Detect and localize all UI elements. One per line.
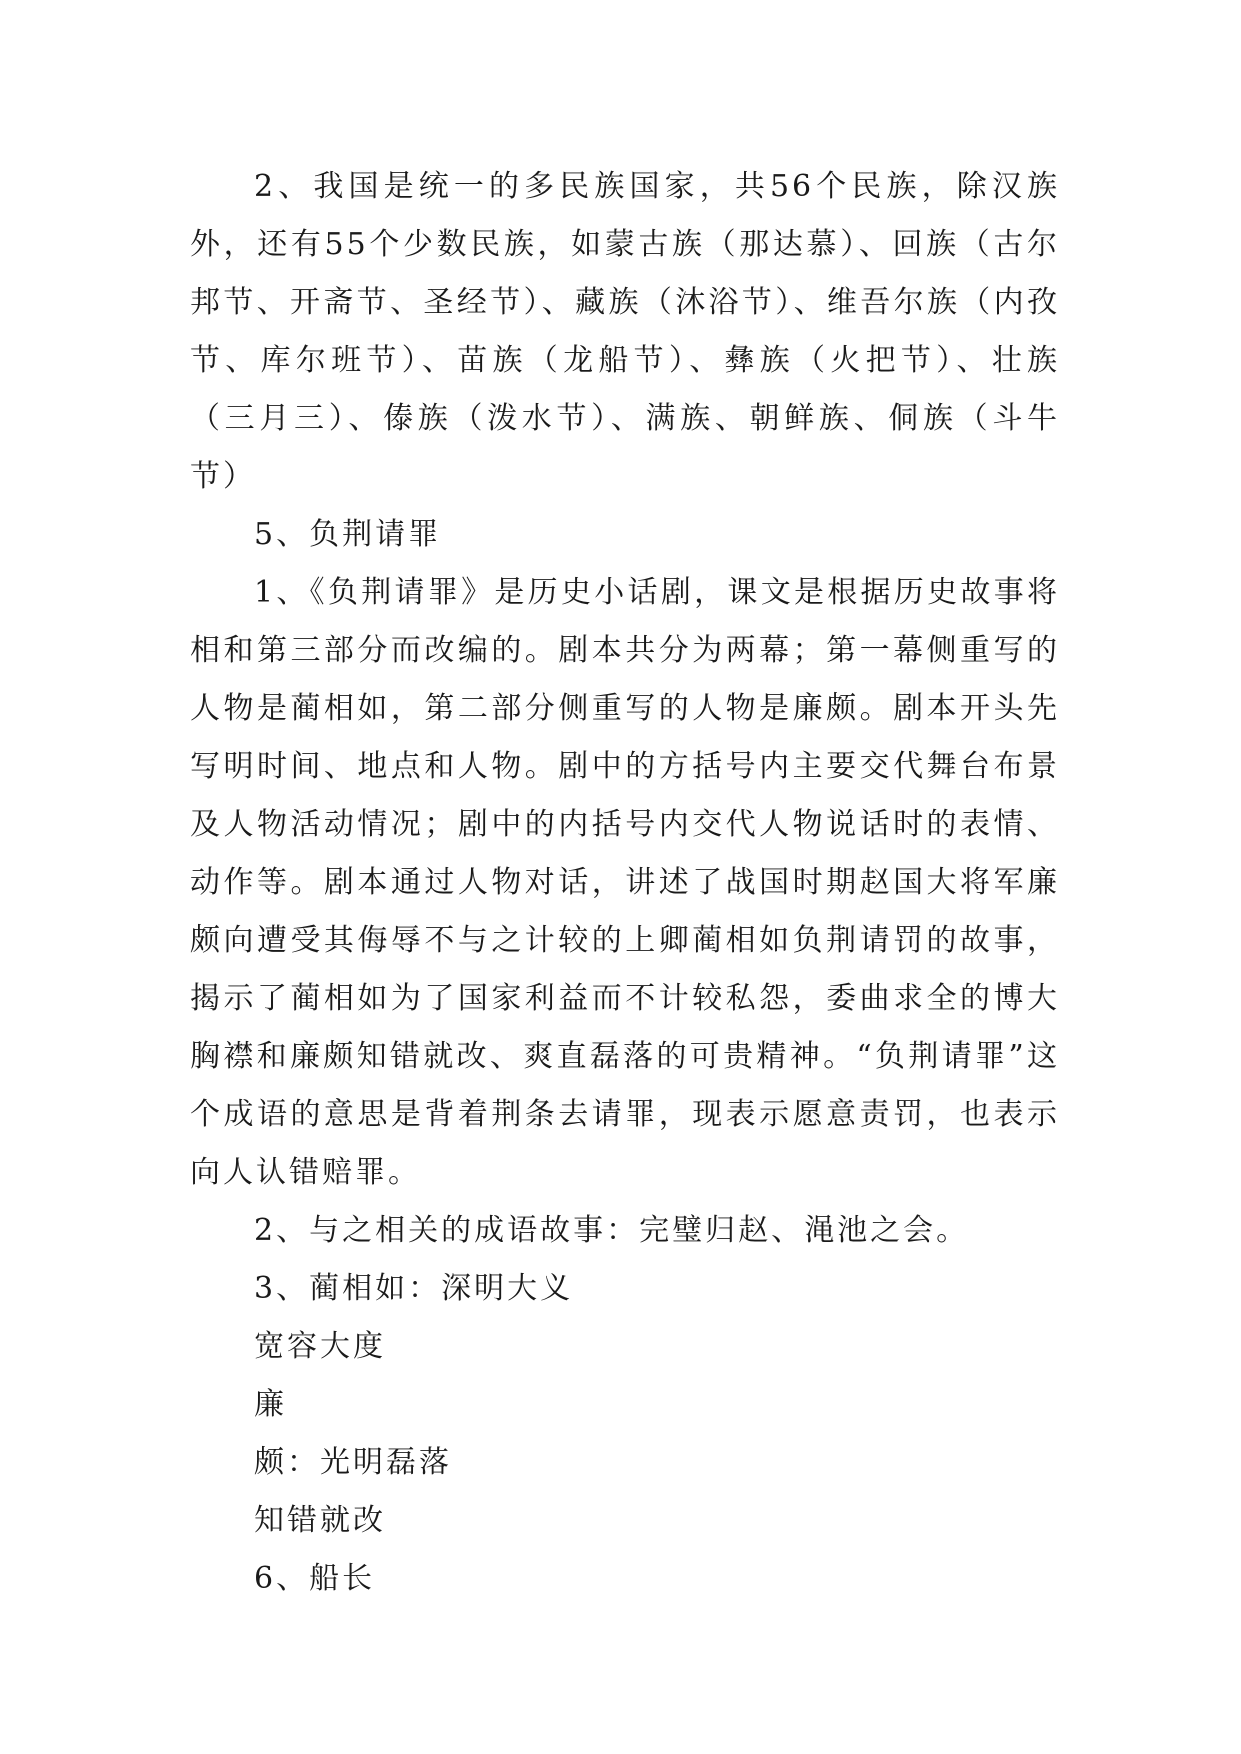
- paragraph-related-idioms: 2、与之相关的成语故事：完璧归赵、渑池之会。: [254, 1213, 970, 1248]
- line-po-traits: 颇：光明磊落: [254, 1445, 452, 1480]
- section-heading-fu-jing-qing-zui: 5、负荆请罪: [254, 517, 442, 552]
- line-correct-mistakes: 知错就改: [254, 1503, 386, 1538]
- document-body: [190, 158, 1060, 1608]
- section-heading-captain: 6、船长: [254, 1561, 376, 1596]
- line-lian: 廉: [254, 1387, 287, 1422]
- paragraph-ethnic-groups: 2、我国是统一的多民族国家，共56个民族，除汉族外，还有55个少数民族，如蒙古族（那达慕）、回族（古尔邦节、开斋节、圣经节）、藏族（沐浴节）、维吾尔族（内孜节、库尔班节）、苗族（龙船节）、彝族（火把节）、壮族（三月三）、傣族（泼水节）、满族、朝鲜族、侗族（斗牛节）: [190, 169, 1060, 494]
- line-generous: 宽容大度: [254, 1329, 386, 1364]
- paragraph-lin-xiangru-traits: 3、蔺相如：深明大义: [254, 1271, 574, 1306]
- paragraph-play-summary: 1、《负荆请罪》是历史小话剧，课文是根据历史故事将相和第三部分而改编的。剧本共分为两幕；第一幕侧重写的人物是蔺相如，第二部分侧重写的人物是廉颇。剧本开头先写明时间、地点和人物。剧中的方括号内主要交代舞台布景及人物活动情况；剧中的内括号内交代人物说话时的表情、动作等。剧本通过人物对话，讲述了战国时期赵国大将军廉颇向遭受其侮辱不与之计较的上卿蔺相如负荆请罚的故事，揭示了蔺相如为了国家利益而不计较私怨，委曲求全的博大胸襟和廉颇知错就改、爽直磊落的可贵精神。“负荆请罪”这个成语的意思是背着荆条去请罪，现表示愿意责罚，也表示向人认错赔罪。: [190, 575, 1060, 1190]
